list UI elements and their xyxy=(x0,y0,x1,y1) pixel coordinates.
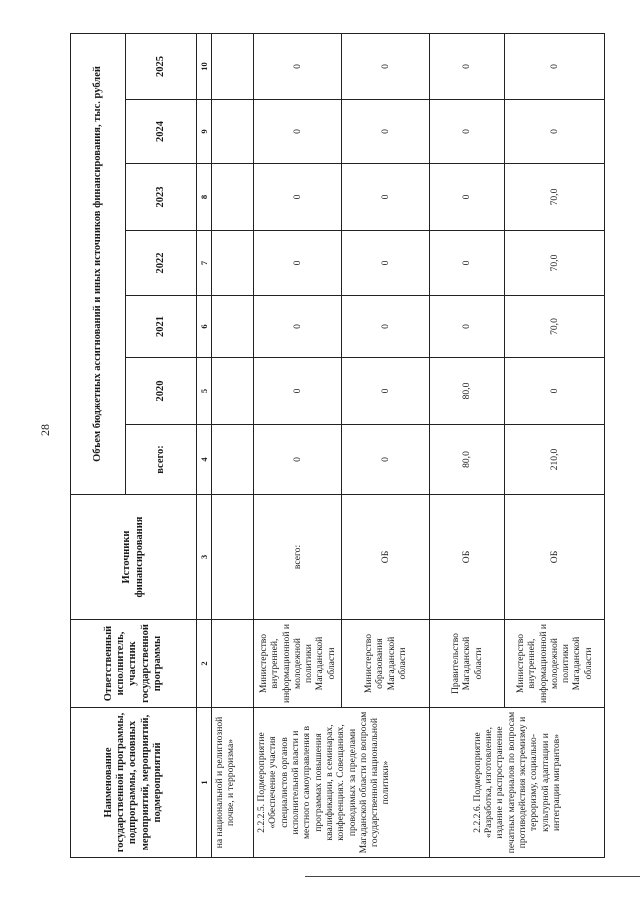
executor-cell: Министерство образования Магаданской области xyxy=(342,620,430,708)
value-cell: 80,0 xyxy=(430,358,505,425)
empty-cell xyxy=(212,296,254,358)
value-cell: 0 xyxy=(430,164,505,231)
source-cell: ОБ xyxy=(505,495,605,620)
empty-cell xyxy=(212,495,254,620)
column-number: 2 xyxy=(197,620,212,708)
value-cell: 80,0 xyxy=(430,425,505,495)
value-cell: 0 xyxy=(430,100,505,164)
value-cell: 70,0 xyxy=(505,231,605,296)
header-source: Источники финансирования xyxy=(71,495,197,620)
value-cell: 0 xyxy=(254,231,342,296)
header-volume: Объем бюджетных ассигнований и иных источников финансирования, тыс. рублей xyxy=(71,33,126,494)
empty-cell xyxy=(212,358,254,425)
column-number: 5 xyxy=(197,358,212,425)
empty-cell xyxy=(212,425,254,495)
executor-cell: Министерство внутренней, информационной и молодежной политики Магаданской области xyxy=(254,620,342,708)
executor-cell: Министерство внутренней, информационной и молодежной политики Магаданской области xyxy=(505,620,605,708)
rotated-table-container xyxy=(70,34,600,858)
header-name: Наименование государственной программы, подпрограммы, основных мероприятий, мероприятий, подмероприятий xyxy=(71,708,197,858)
value-cell: 70,0 xyxy=(505,164,605,231)
financing-table xyxy=(70,33,605,858)
column-number: 10 xyxy=(197,33,212,99)
source-cell: ОБ xyxy=(430,495,505,620)
value-cell: 0 xyxy=(505,100,605,164)
continuation-text: на национальной и религиозной почве, и терроризма» xyxy=(212,708,254,858)
value-cell: 0 xyxy=(254,296,342,358)
footer-rule xyxy=(305,876,640,877)
value-cell: 0 xyxy=(342,425,430,495)
value-cell: 0 xyxy=(430,231,505,296)
value-cell: 70,0 xyxy=(505,296,605,358)
empty-cell xyxy=(212,164,254,231)
value-cell: 0 xyxy=(254,100,342,164)
page-number: 28 xyxy=(38,424,52,436)
column-number: 8 xyxy=(197,164,212,231)
value-cell: 0 xyxy=(430,33,505,99)
header-total: всего: xyxy=(126,425,197,495)
value-cell: 0 xyxy=(430,296,505,358)
value-cell: 0 xyxy=(254,164,342,231)
value-cell: 0 xyxy=(342,33,430,99)
header-executor: Ответственный исполнитель, участник государственной программы xyxy=(71,620,197,708)
source-cell: всего: xyxy=(254,495,342,620)
value-cell: 0 xyxy=(342,358,430,425)
value-cell: 0 xyxy=(505,358,605,425)
measure-226-name: 2.2.2.6. Подмероприятие «Разработка, изготовление, издание и распространение печатных материалов по вопросам противодействия экстремизму и терроризму, социально-культурной адаптации и интеграции мигрантов» xyxy=(430,708,605,858)
value-cell: 0 xyxy=(342,164,430,231)
empty-cell xyxy=(212,100,254,164)
empty-cell xyxy=(212,620,254,708)
header-year: 2021 xyxy=(126,296,197,358)
value-cell: 0 xyxy=(342,231,430,296)
column-number: 9 xyxy=(197,100,212,164)
empty-cell xyxy=(212,33,254,99)
column-number: 7 xyxy=(197,231,212,296)
column-number: 3 xyxy=(197,495,212,620)
value-cell: 210,0 xyxy=(505,425,605,495)
header-year: 2023 xyxy=(126,164,197,231)
column-number: 6 xyxy=(197,296,212,358)
header-year: 2022 xyxy=(126,231,197,296)
executor-cell: Правительство Магаданской области xyxy=(430,620,505,708)
value-cell: 0 xyxy=(254,358,342,425)
column-number: 1 xyxy=(197,708,212,858)
value-cell: 0 xyxy=(254,425,342,495)
value-cell: 0 xyxy=(342,100,430,164)
header-year: 2020 xyxy=(126,358,197,425)
measure-225-name: 2.2.2.5. Подмероприятие «Обеспечение участия специалистов органов исполнительной власти и местного самоуправления в программах повышения квалификации, в семинарах, конференциях. Совещаниях, проводимых за пределами Магаданской области по вопросам государственной национальной политики» xyxy=(254,708,430,858)
header-year: 2025 xyxy=(126,33,197,99)
value-cell: 0 xyxy=(342,296,430,358)
source-cell: ОБ xyxy=(342,495,430,620)
value-cell: 0 xyxy=(254,33,342,99)
header-year: 2024 xyxy=(126,100,197,164)
column-number: 4 xyxy=(197,425,212,495)
empty-cell xyxy=(212,231,254,296)
value-cell: 0 xyxy=(505,33,605,99)
